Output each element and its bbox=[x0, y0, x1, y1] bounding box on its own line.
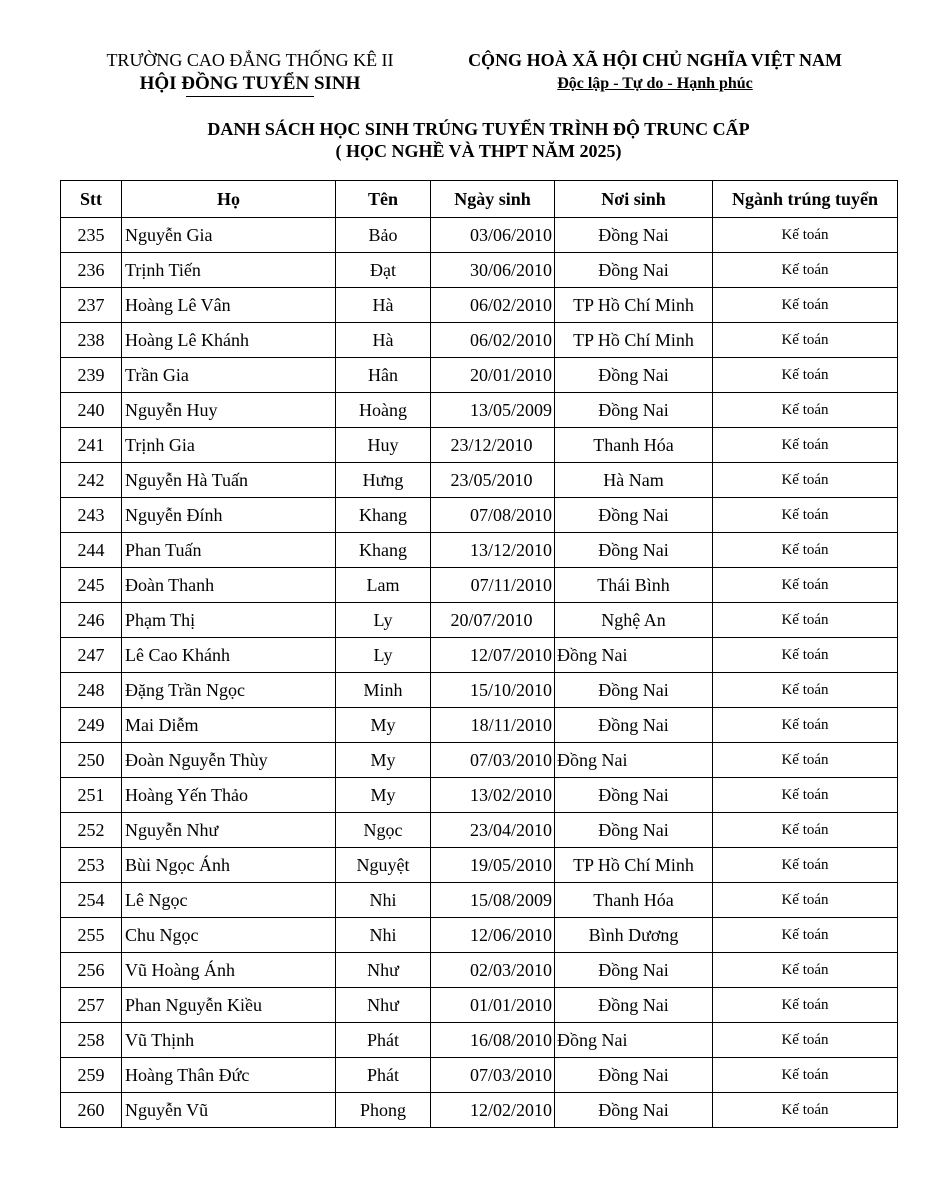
cell-ho: Lê Cao Khánh bbox=[122, 638, 336, 673]
table-row bbox=[61, 988, 898, 1023]
cell-noi-sinh: Đồng Nai bbox=[555, 708, 713, 743]
table-row bbox=[61, 813, 898, 848]
cell-stt: 250 bbox=[61, 743, 122, 778]
cell-ngay-sinh: 12/02/2010 bbox=[431, 1093, 555, 1128]
cell-nganh: Kế toán bbox=[713, 1023, 898, 1058]
document-title bbox=[60, 118, 897, 162]
cell-ngay-sinh: 15/08/2009 bbox=[431, 883, 555, 918]
table-row bbox=[61, 778, 898, 813]
cell-stt: 235 bbox=[61, 218, 122, 253]
cell-ngay-sinh: 16/08/2010 bbox=[431, 1023, 555, 1058]
cell-ngay-sinh: 30/06/2010 bbox=[431, 253, 555, 288]
cell-stt: 257 bbox=[61, 988, 122, 1023]
cell-ten: Nhi bbox=[336, 918, 431, 953]
table-row bbox=[61, 358, 898, 393]
header-right bbox=[440, 48, 870, 96]
cell-ngay-sinh: 12/07/2010 bbox=[431, 638, 555, 673]
cell-ho: Nguyễn Đính bbox=[122, 498, 336, 533]
cell-nganh: Kế toán bbox=[713, 568, 898, 603]
cell-ho: Đoàn Nguyễn Thùy bbox=[122, 743, 336, 778]
cell-noi-sinh: Đồng Nai bbox=[555, 1023, 713, 1058]
cell-ten: Hân bbox=[336, 358, 431, 393]
cell-noi-sinh: Đồng Nai bbox=[555, 1058, 713, 1093]
cell-ten: Hà bbox=[336, 323, 431, 358]
cell-noi-sinh: TP Hồ Chí Minh bbox=[555, 323, 713, 358]
cell-ten: Ly bbox=[336, 638, 431, 673]
cell-ho: Hoàng Lê Khánh bbox=[122, 323, 336, 358]
cell-ho: Đặng Trần Ngọc bbox=[122, 673, 336, 708]
cell-nganh: Kế toán bbox=[713, 743, 898, 778]
cell-stt: 242 bbox=[61, 463, 122, 498]
cell-noi-sinh: TP Hồ Chí Minh bbox=[555, 848, 713, 883]
cell-ten: My bbox=[336, 743, 431, 778]
cell-ho: Trịnh Tiến bbox=[122, 253, 336, 288]
cell-nganh: Kế toán bbox=[713, 603, 898, 638]
table-row bbox=[61, 848, 898, 883]
cell-stt: 244 bbox=[61, 533, 122, 568]
cell-ten: Hà bbox=[336, 288, 431, 323]
cell-stt: 245 bbox=[61, 568, 122, 603]
cell-nganh: Kế toán bbox=[713, 708, 898, 743]
cell-ngay-sinh: 01/01/2010 bbox=[431, 988, 555, 1023]
cell-ten: Phát bbox=[336, 1023, 431, 1058]
cell-stt: 256 bbox=[61, 953, 122, 988]
cell-stt: 253 bbox=[61, 848, 122, 883]
cell-noi-sinh: Đồng Nai bbox=[555, 253, 713, 288]
cell-noi-sinh: Đồng Nai bbox=[555, 638, 713, 673]
cell-noi-sinh: Đồng Nai bbox=[555, 533, 713, 568]
cell-ngay-sinh: 15/10/2010 bbox=[431, 673, 555, 708]
cell-stt: 239 bbox=[61, 358, 122, 393]
cell-ho: Hoàng Yến Thảo bbox=[122, 778, 336, 813]
cell-stt: 258 bbox=[61, 1023, 122, 1058]
cell-ho: Lê Ngọc bbox=[122, 883, 336, 918]
cell-ho: Hoàng Thân Đức bbox=[122, 1058, 336, 1093]
table-row bbox=[61, 428, 898, 463]
cell-stt: 248 bbox=[61, 673, 122, 708]
cell-nganh: Kế toán bbox=[713, 253, 898, 288]
cell-noi-sinh: Đồng Nai bbox=[555, 743, 713, 778]
table-row bbox=[61, 463, 898, 498]
admission-table bbox=[60, 180, 898, 1128]
cell-nganh: Kế toán bbox=[713, 358, 898, 393]
table-row bbox=[61, 568, 898, 603]
cell-nganh: Kế toán bbox=[713, 638, 898, 673]
col-header-ho: Họ bbox=[122, 181, 336, 218]
cell-ten: Khang bbox=[336, 533, 431, 568]
cell-ten: Nguyệt bbox=[336, 848, 431, 883]
cell-stt: 237 bbox=[61, 288, 122, 323]
cell-ngay-sinh: 23/12/2010 bbox=[431, 428, 555, 463]
table-row bbox=[61, 638, 898, 673]
table-row bbox=[61, 708, 898, 743]
cell-ho: Hoàng Lê Vân bbox=[122, 288, 336, 323]
cell-nganh: Kế toán bbox=[713, 883, 898, 918]
cell-noi-sinh: Đồng Nai bbox=[555, 1093, 713, 1128]
cell-nganh: Kế toán bbox=[713, 848, 898, 883]
cell-nganh: Kế toán bbox=[713, 953, 898, 988]
cell-noi-sinh: Đồng Nai bbox=[555, 953, 713, 988]
table-row bbox=[61, 1058, 898, 1093]
table-row bbox=[61, 323, 898, 358]
cell-noi-sinh: TP Hồ Chí Minh bbox=[555, 288, 713, 323]
cell-stt: 246 bbox=[61, 603, 122, 638]
cell-ten: Nhi bbox=[336, 883, 431, 918]
cell-noi-sinh: Thanh Hóa bbox=[555, 883, 713, 918]
cell-ngay-sinh: 02/03/2010 bbox=[431, 953, 555, 988]
table-row bbox=[61, 918, 898, 953]
col-header-noi-sinh: Nơi sinh bbox=[555, 181, 713, 218]
cell-ngay-sinh: 23/05/2010 bbox=[431, 463, 555, 498]
cell-ngay-sinh: 07/03/2010 bbox=[431, 743, 555, 778]
cell-nganh: Kế toán bbox=[713, 393, 898, 428]
cell-ten: Phát bbox=[336, 1058, 431, 1093]
table-row bbox=[61, 393, 898, 428]
cell-ho: Nguyễn Huy bbox=[122, 393, 336, 428]
cell-ngay-sinh: 03/06/2010 bbox=[431, 218, 555, 253]
cell-ngay-sinh: 19/05/2010 bbox=[431, 848, 555, 883]
cell-nganh: Kế toán bbox=[713, 1058, 898, 1093]
cell-ngay-sinh: 13/12/2010 bbox=[431, 533, 555, 568]
cell-stt: 260 bbox=[61, 1093, 122, 1128]
table-row bbox=[61, 498, 898, 533]
table-row bbox=[61, 603, 898, 638]
table-row bbox=[61, 1023, 898, 1058]
cell-nganh: Kế toán bbox=[713, 813, 898, 848]
header-left bbox=[60, 48, 440, 97]
cell-ngay-sinh: 07/03/2010 bbox=[431, 1058, 555, 1093]
cell-noi-sinh: Đồng Nai bbox=[555, 358, 713, 393]
cell-ho: Vũ Thịnh bbox=[122, 1023, 336, 1058]
cell-ten: Lam bbox=[336, 568, 431, 603]
cell-ten: Như bbox=[336, 953, 431, 988]
cell-nganh: Kế toán bbox=[713, 498, 898, 533]
cell-ten: Khang bbox=[336, 498, 431, 533]
cell-noi-sinh: Đồng Nai bbox=[555, 778, 713, 813]
national-motto: Độc lập - Tự do - Hạnh phúc bbox=[557, 75, 753, 92]
cell-noi-sinh: Thanh Hóa bbox=[555, 428, 713, 463]
cell-stt: 249 bbox=[61, 708, 122, 743]
cell-ho: Đoàn Thanh bbox=[122, 568, 336, 603]
cell-noi-sinh: Đồng Nai bbox=[555, 673, 713, 708]
cell-noi-sinh: Nghệ An bbox=[555, 603, 713, 638]
cell-ngay-sinh: 13/05/2009 bbox=[431, 393, 555, 428]
cell-ho: Nguyễn Gia bbox=[122, 218, 336, 253]
cell-noi-sinh: Bình Dương bbox=[555, 918, 713, 953]
table-row bbox=[61, 533, 898, 568]
table-row bbox=[61, 253, 898, 288]
cell-ngay-sinh: 06/02/2010 bbox=[431, 323, 555, 358]
cell-ngay-sinh: 06/02/2010 bbox=[431, 288, 555, 323]
cell-noi-sinh: Đồng Nai bbox=[555, 218, 713, 253]
table-row bbox=[61, 883, 898, 918]
cell-ten: Ly bbox=[336, 603, 431, 638]
table-row bbox=[61, 288, 898, 323]
table-row bbox=[61, 743, 898, 778]
council-name: HỘI ĐỒNG TUYỂN SINH bbox=[139, 73, 361, 94]
cell-ho: Trần Gia bbox=[122, 358, 336, 393]
nation-title: CỘNG HOÀ XÃ HỘI CHỦ NGHĨA VIỆT NAM bbox=[468, 50, 842, 70]
cell-nganh: Kế toán bbox=[713, 218, 898, 253]
col-header-ngay-sinh: Ngày sinh bbox=[431, 181, 555, 218]
cell-nganh: Kế toán bbox=[713, 533, 898, 568]
cell-stt: 236 bbox=[61, 253, 122, 288]
cell-ho: Nguyễn Như bbox=[122, 813, 336, 848]
cell-noi-sinh: Đồng Nai bbox=[555, 988, 713, 1023]
cell-stt: 240 bbox=[61, 393, 122, 428]
cell-noi-sinh: Hà Nam bbox=[555, 463, 713, 498]
cell-nganh: Kế toán bbox=[713, 428, 898, 463]
cell-ho: Chu Ngọc bbox=[122, 918, 336, 953]
table-row bbox=[61, 673, 898, 708]
cell-nganh: Kế toán bbox=[713, 918, 898, 953]
cell-ten: Huy bbox=[336, 428, 431, 463]
cell-stt: 255 bbox=[61, 918, 122, 953]
cell-ngay-sinh: 20/07/2010 bbox=[431, 603, 555, 638]
cell-ten: Ngọc bbox=[336, 813, 431, 848]
title-line-1: DANH SÁCH HỌC SINH TRÚNG TUYỂN TRÌNH ĐỘ TRUNC CẤP bbox=[207, 119, 750, 139]
cell-ten: Đạt bbox=[336, 253, 431, 288]
cell-nganh: Kế toán bbox=[713, 288, 898, 323]
cell-ho: Nguyễn Hà Tuấn bbox=[122, 463, 336, 498]
cell-ho: Phan Nguyễn Kiều bbox=[122, 988, 336, 1023]
title-line-2: ( HỌC NGHỀ VÀ THPT NĂM 2025) bbox=[335, 141, 622, 161]
cell-ten: Bảo bbox=[336, 218, 431, 253]
cell-ngay-sinh: 18/11/2010 bbox=[431, 708, 555, 743]
cell-stt: 241 bbox=[61, 428, 122, 463]
cell-ngay-sinh: 07/08/2010 bbox=[431, 498, 555, 533]
col-header-nganh: Ngành trúng tuyển bbox=[713, 181, 898, 218]
cell-ten: Minh bbox=[336, 673, 431, 708]
cell-ten: Phong bbox=[336, 1093, 431, 1128]
table-row bbox=[61, 1093, 898, 1128]
cell-ngay-sinh: 13/02/2010 bbox=[431, 778, 555, 813]
cell-ngay-sinh: 20/01/2010 bbox=[431, 358, 555, 393]
table-header-row bbox=[61, 181, 898, 218]
cell-ho: Phạm Thị bbox=[122, 603, 336, 638]
col-header-stt: Stt bbox=[61, 181, 122, 218]
cell-nganh: Kế toán bbox=[713, 1093, 898, 1128]
cell-ten: Hoàng bbox=[336, 393, 431, 428]
cell-ho: Phan Tuấn bbox=[122, 533, 336, 568]
cell-stt: 243 bbox=[61, 498, 122, 533]
cell-ten: My bbox=[336, 708, 431, 743]
cell-ho: Bùi Ngọc Ánh bbox=[122, 848, 336, 883]
table-row bbox=[61, 953, 898, 988]
cell-ho: Trịnh Gia bbox=[122, 428, 336, 463]
cell-nganh: Kế toán bbox=[713, 463, 898, 498]
cell-noi-sinh: Đồng Nai bbox=[555, 813, 713, 848]
school-name: TRƯỜNG CAO ĐẲNG THỐNG KÊ II bbox=[106, 50, 394, 70]
cell-ngay-sinh: 07/11/2010 bbox=[431, 568, 555, 603]
cell-ho: Vũ Hoàng Ánh bbox=[122, 953, 336, 988]
cell-ho: Mai Diễm bbox=[122, 708, 336, 743]
cell-stt: 251 bbox=[61, 778, 122, 813]
cell-noi-sinh: Đồng Nai bbox=[555, 498, 713, 533]
cell-stt: 252 bbox=[61, 813, 122, 848]
cell-ten: Hưng bbox=[336, 463, 431, 498]
cell-nganh: Kế toán bbox=[713, 778, 898, 813]
cell-ngay-sinh: 12/06/2010 bbox=[431, 918, 555, 953]
cell-noi-sinh: Thái Bình bbox=[555, 568, 713, 603]
council-underline bbox=[186, 96, 314, 97]
cell-ten: Như bbox=[336, 988, 431, 1023]
cell-stt: 247 bbox=[61, 638, 122, 673]
cell-nganh: Kế toán bbox=[713, 988, 898, 1023]
cell-nganh: Kế toán bbox=[713, 673, 898, 708]
table-row bbox=[61, 218, 898, 253]
cell-noi-sinh: Đồng Nai bbox=[555, 393, 713, 428]
cell-stt: 238 bbox=[61, 323, 122, 358]
cell-ho: Nguyễn Vũ bbox=[122, 1093, 336, 1128]
col-header-ten: Tên bbox=[336, 181, 431, 218]
cell-nganh: Kế toán bbox=[713, 323, 898, 358]
cell-stt: 254 bbox=[61, 883, 122, 918]
cell-ngay-sinh: 23/04/2010 bbox=[431, 813, 555, 848]
cell-ten: My bbox=[336, 778, 431, 813]
cell-stt: 259 bbox=[61, 1058, 122, 1093]
